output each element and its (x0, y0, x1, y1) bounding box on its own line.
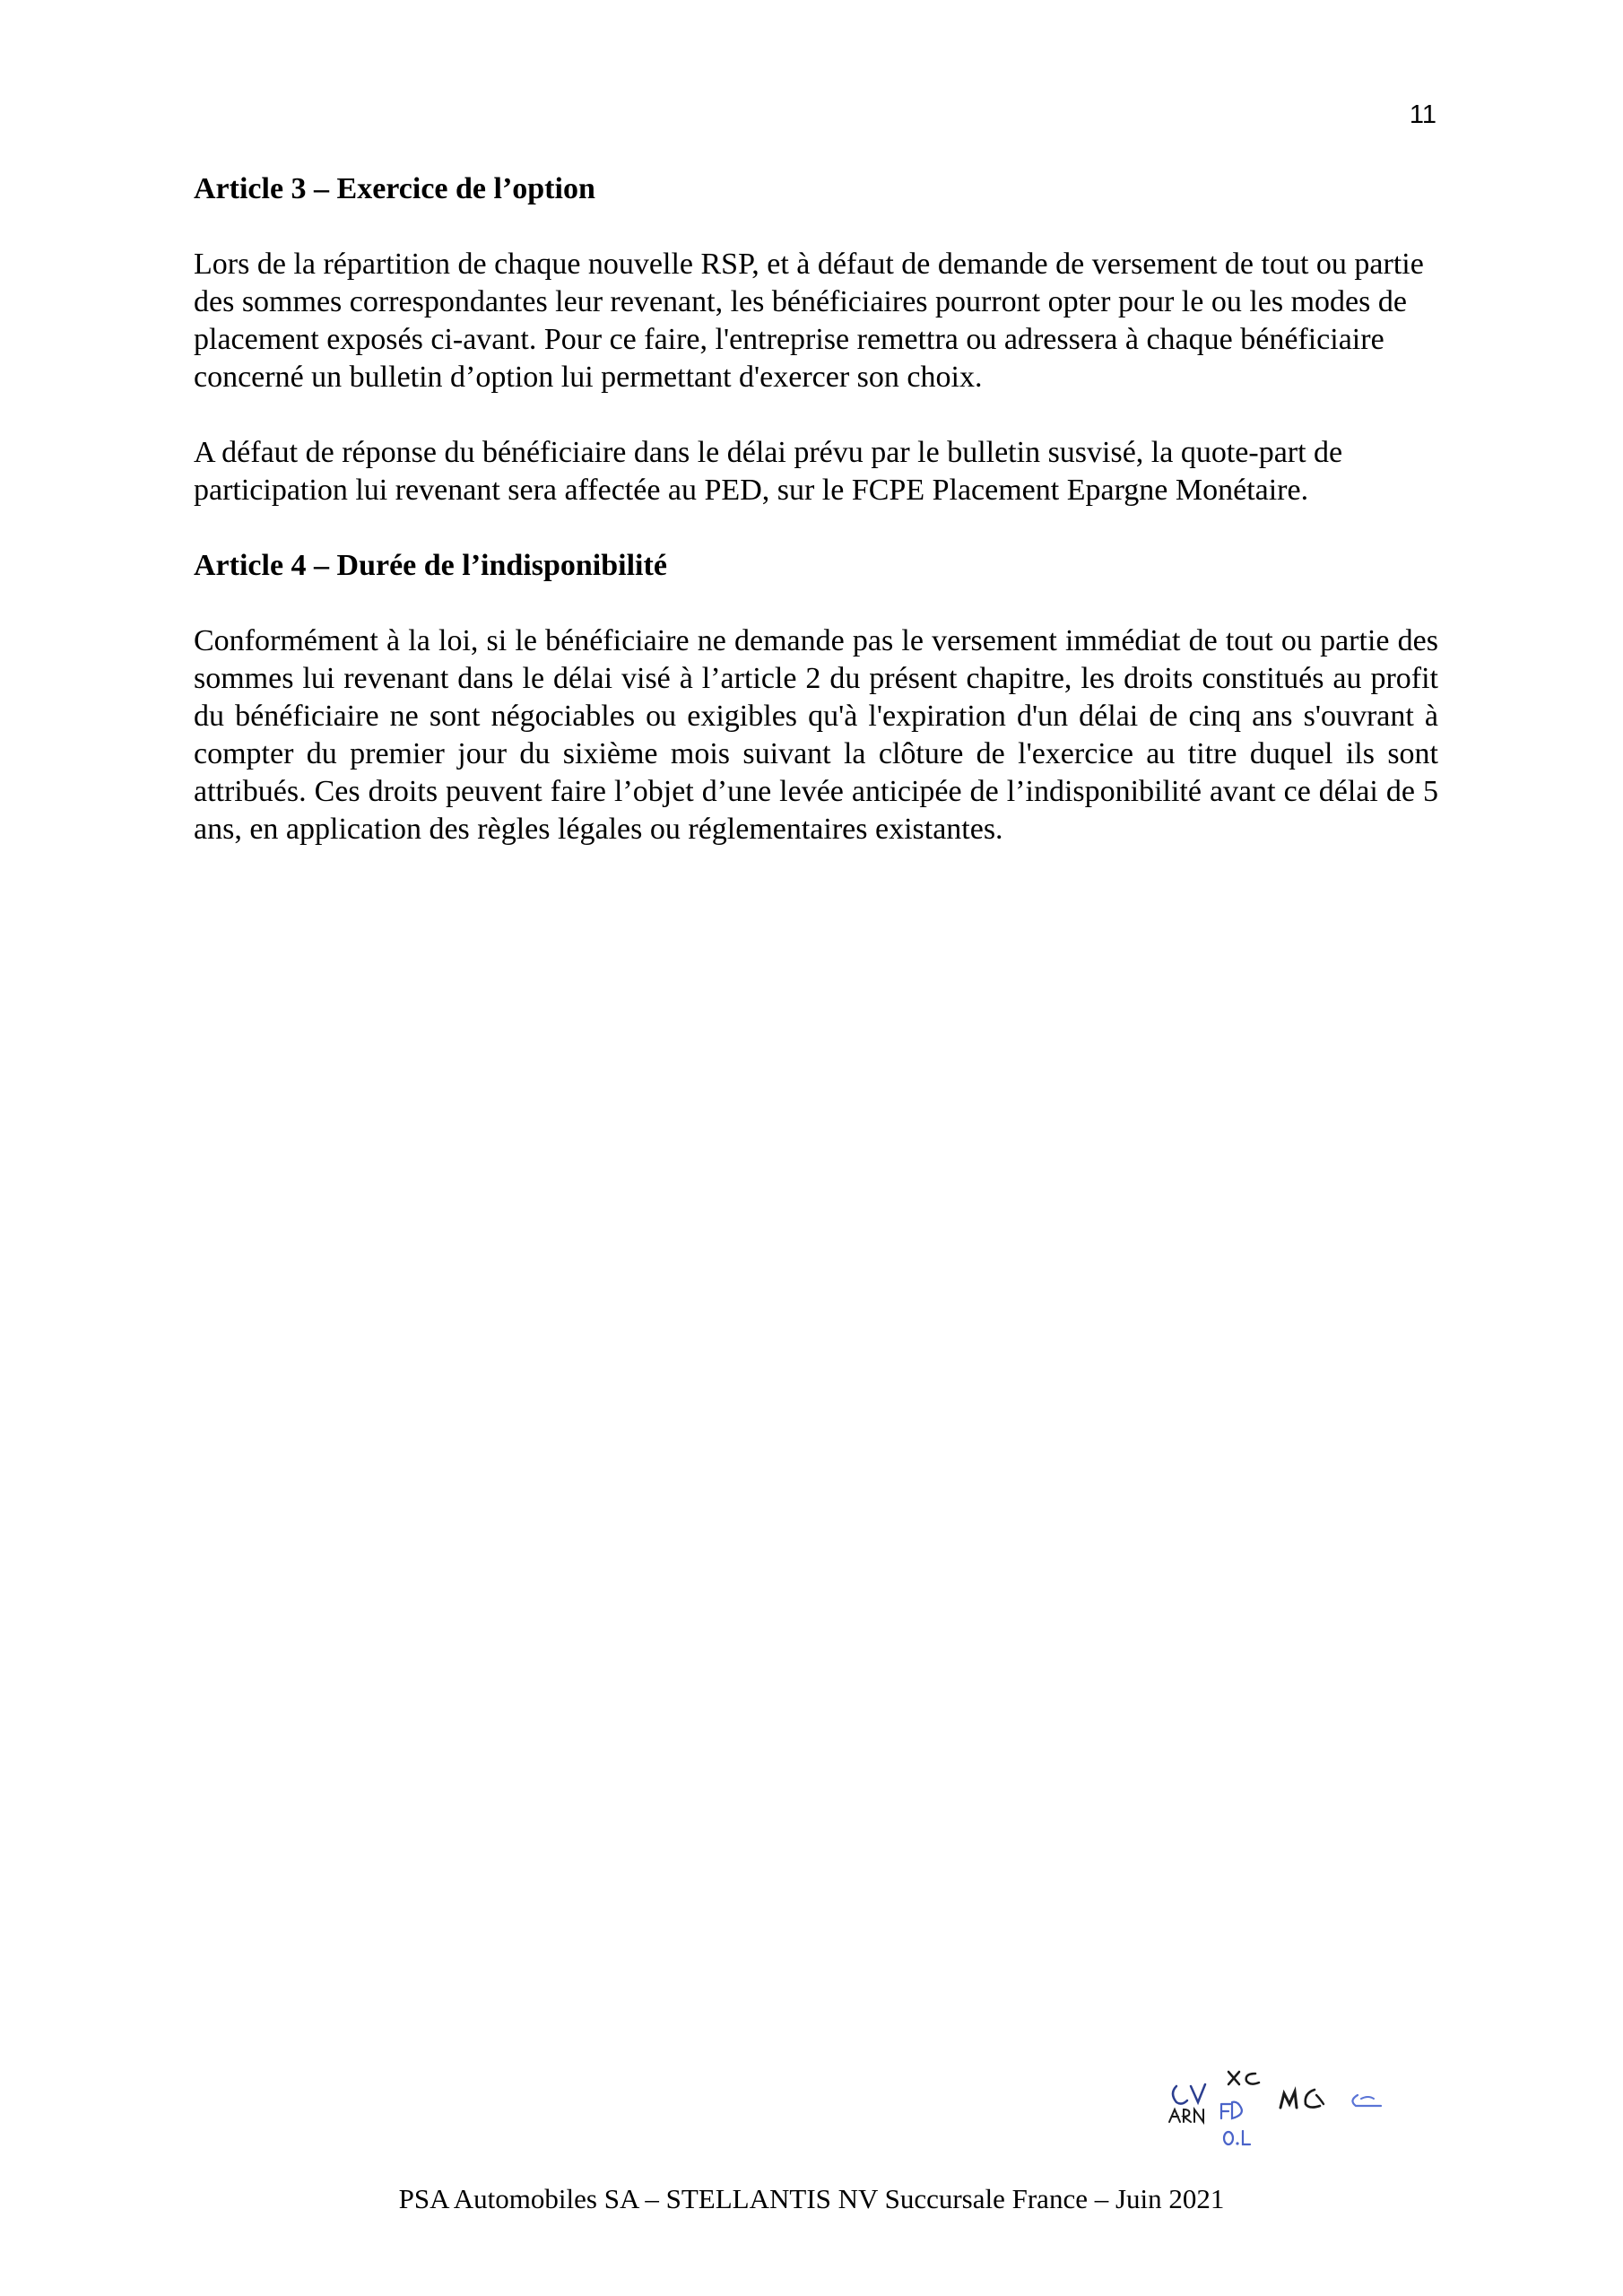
article-4 (194, 547, 1438, 848)
article-4-heading: Article 4 – Durée de l’indisponibilité (194, 549, 667, 582)
initials-signature-image (1166, 2063, 1471, 2152)
article-3-paragraph-1: Lors de la répartition de chaque nouvelle RSP, et à défaut de demande de versement de tout ou partie des sommes correspondantes leur revenant, les bénéficiaires pourront opter pour le ou les modes de placement exposés ci-avant. Pour ce faire, l'entreprise remettra ou adressera à chaque bénéficiaire concerné un bulletin d’option lui permettant d'exercer son choix. (194, 248, 1424, 394)
handwritten-initials (1166, 2063, 1471, 2152)
page-number: 11 (1409, 100, 1436, 129)
article-4-paragraph-1: Conformément à la loi, si le bénéficiaire ne demande pas le versement immédiat de tout ou partie des sommes lui revenant dans le délai visé à l’article 2 du présent chapitre, les droits constitués au profit du bénéficiaire ne sont négociables ou exigibles qu'à l'expiration d'un délai de cinq ans s'ouvrant à compter du premier jour du sixième mois suivant la clôture de l'exercice au titre duquel ils sont attribués. Ces droits peuvent faire l’objet d’une levée anticipée de l’indisponibilité avant ce délai de 5 ans, en application des règles légales ou réglementaires existantes. (194, 624, 1438, 846)
article-3 (194, 170, 1438, 509)
document-body (194, 170, 1438, 886)
article-3-paragraph-2: A défaut de réponse du bénéficiaire dans le délai prévu par le bulletin susvisé, la quote-part de participation lui revenant sera affectée au PED, sur le FCPE Placement Epargne Monétaire. (194, 436, 1343, 507)
page-footer: PSA Automobiles SA – STELLANTIS NV Succursale France – Juin 2021 (398, 2183, 1225, 2214)
article-3-heading: Article 3 – Exercice de l’option (194, 172, 595, 205)
